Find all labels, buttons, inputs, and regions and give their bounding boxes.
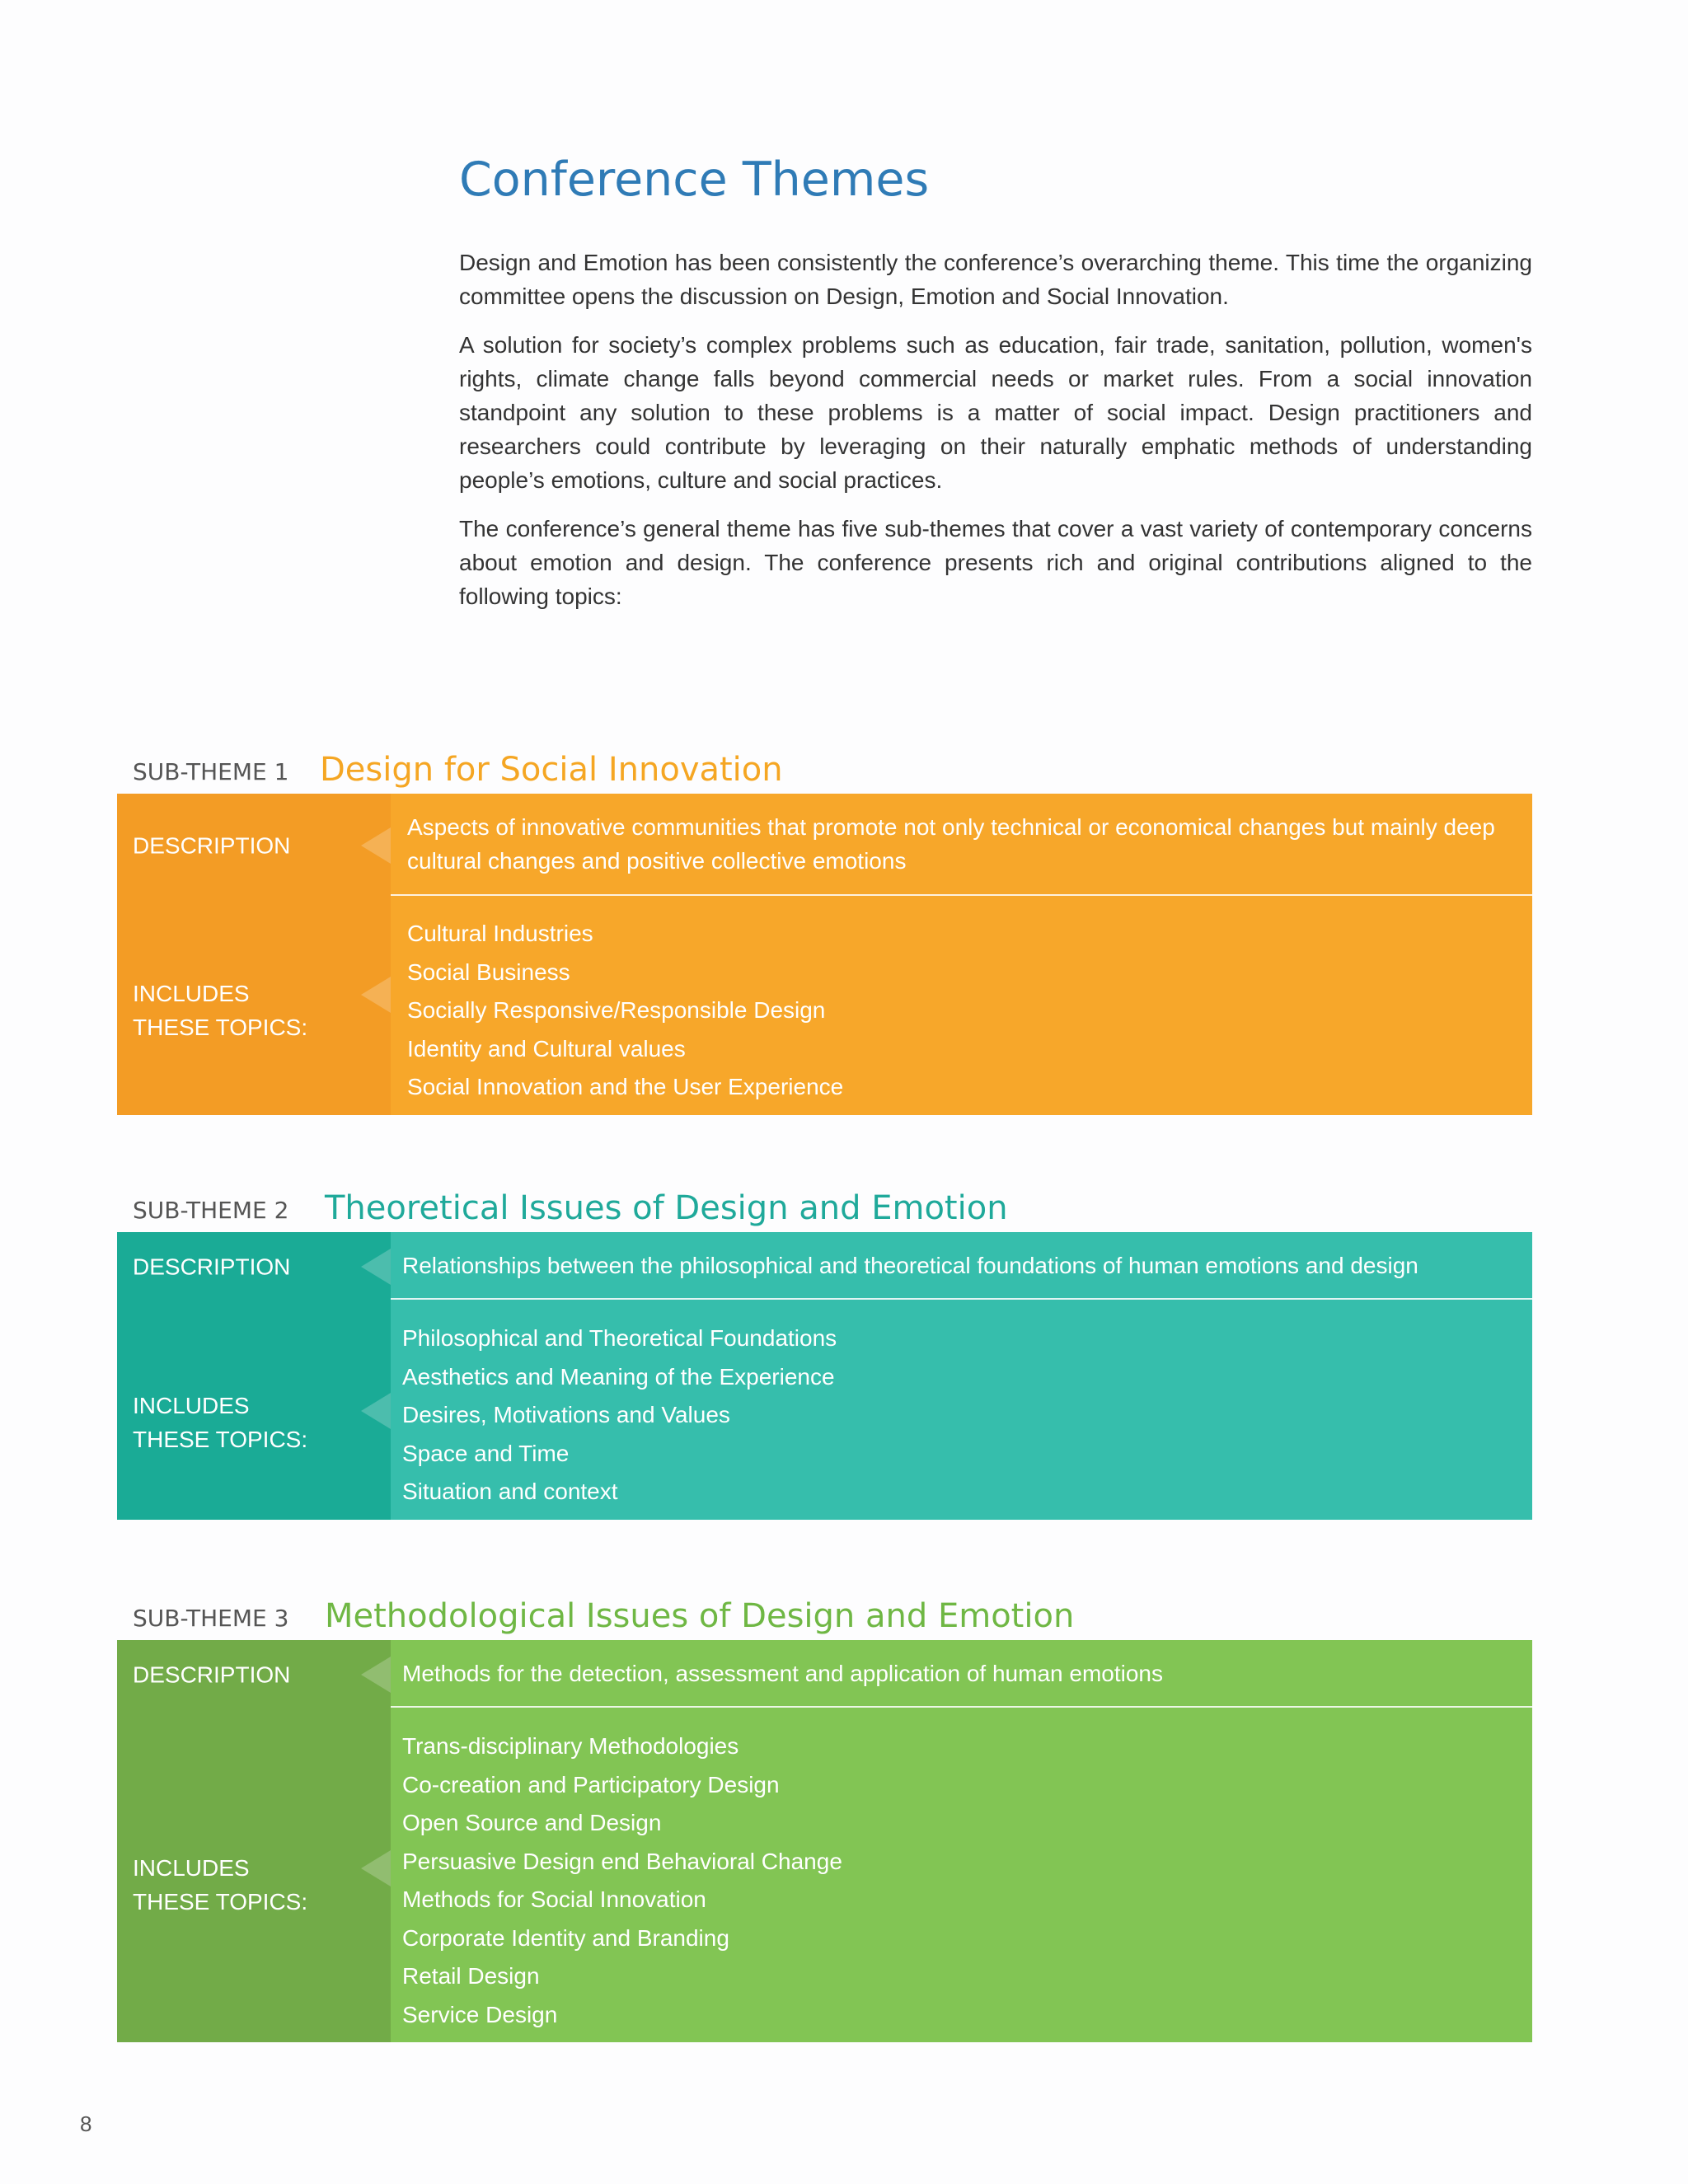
topics-label-line: THESE TOPICS: (133, 1889, 308, 1915)
subtheme-description: Relationships between the philosophical and theoretical foundations of human emotions and design (402, 1253, 1418, 1278)
subtheme-title: Methodological Issues of Design and Emotion (325, 1597, 1075, 1635)
subtheme-label-column (117, 1640, 391, 2042)
topic-item: Identity and Cultural values (407, 1035, 686, 1062)
topics-label-line: INCLUDES (133, 981, 250, 1006)
topics-label (133, 977, 380, 1044)
topic-item: Methods for Social Innovation (402, 1886, 706, 1912)
topics-label-line: INCLUDES (133, 1393, 250, 1418)
intro-paragraph: The conference’s general theme has five sub-themes that cover a vast variety of contemporary concerns about emotion and design. The conference presents rich and original contributions aligned to the following topics: (459, 516, 1532, 609)
subtheme-3 (117, 1582, 1532, 2050)
page-title: Conference Themes (459, 152, 930, 207)
subtheme-box (117, 1640, 1532, 2042)
subtheme-2 (117, 1174, 1532, 1528)
subtheme-box (117, 794, 1532, 1115)
topic-item: Philosophical and Theoretical Foundations (402, 1325, 837, 1351)
subtheme-number: SUB-THEME 3 (133, 1605, 289, 1632)
topics-label-line: INCLUDES (133, 1855, 250, 1881)
topic-item: Social Innovation and the User Experience (407, 1074, 844, 1099)
topic-item: Socially Responsive/Responsible Design (407, 997, 826, 1023)
topics-pointer-icon (361, 1850, 391, 1886)
description-pointer-icon (361, 827, 391, 864)
subtheme-number: SUB-THEME 1 (133, 758, 289, 785)
intro-paragraph: A solution for society’s complex problems such as education, fair trade, sanitation, pollution, women's rights, climate change falls beyond commercial needs or market rules. From a social innovation standpoint any solution to these problems is a matter of social impact. Design practitioners and researchers could contribute by leveraging on their naturally emphatic methods of understanding people’s emotions, culture and social practices. (459, 332, 1532, 493)
topic-item: Space and Time (402, 1440, 570, 1466)
intro-text (459, 246, 1532, 628)
subtheme-description: Methods for the detection, assessment and application of human emotions (402, 1661, 1163, 1686)
subtheme-1 (117, 736, 1532, 1125)
topic-item: Desires, Motivations and Values (402, 1402, 730, 1427)
subtheme-description: Aspects of innovative communities that promote not only technical or economical changes but mainly deep cultural changes and positive collective emotions (407, 814, 1495, 874)
topic-item: Trans-disciplinary Methodologies (402, 1733, 739, 1759)
subtheme-divider (391, 894, 1532, 896)
topic-item: Social Business (407, 958, 570, 985)
topic-item: Retail Design (402, 1963, 540, 1989)
description-label: DESCRIPTION (133, 1254, 291, 1280)
topics-pointer-icon (361, 977, 391, 1013)
description-pointer-icon (361, 1657, 391, 1693)
subtheme-divider (391, 1298, 1532, 1300)
topic-item: Service Design (402, 2001, 558, 2027)
subtheme-number: SUB-THEME 2 (133, 1197, 289, 1224)
topic-list (402, 1727, 1517, 2034)
topics-label-line: THESE TOPICS: (133, 1015, 308, 1040)
topic-item: Cultural Industries (407, 921, 593, 946)
topic-item: Co-creation and Participatory Design (402, 1771, 780, 1797)
intro-paragraph: Design and Emotion has been consistently the conference’s overarching theme. This time the organizing committee opens the discussion on Design, Emotion and Social Innovation. (459, 250, 1532, 309)
subtheme-divider (391, 1706, 1532, 1708)
topic-item: Situation and context (402, 1479, 618, 1504)
topic-item: Persuasive Design end Behavioral Change (402, 1848, 842, 1874)
subtheme-title: Theoretical Issues of Design and Emotion (325, 1189, 1008, 1227)
description-pointer-icon (361, 1249, 391, 1285)
description-label: DESCRIPTION (133, 832, 291, 859)
topic-item: Corporate Identity and Branding (402, 1924, 729, 1951)
topic-list (402, 1319, 1517, 1511)
topics-label-line: THESE TOPICS: (133, 1427, 308, 1452)
subtheme-box (117, 1232, 1532, 1520)
page-number: 8 (80, 2111, 92, 2136)
topics-pointer-icon (361, 1393, 391, 1429)
description-label: DESCRIPTION (133, 1661, 291, 1688)
topic-list (407, 915, 1517, 1107)
topics-label (133, 1389, 380, 1456)
topics-label (133, 1851, 380, 1919)
subtheme-title: Design for Social Innovation (320, 751, 783, 789)
topic-item: Aesthetics and Meaning of the Experience (402, 1363, 835, 1390)
topic-item: Open Source and Design (402, 1810, 662, 1835)
